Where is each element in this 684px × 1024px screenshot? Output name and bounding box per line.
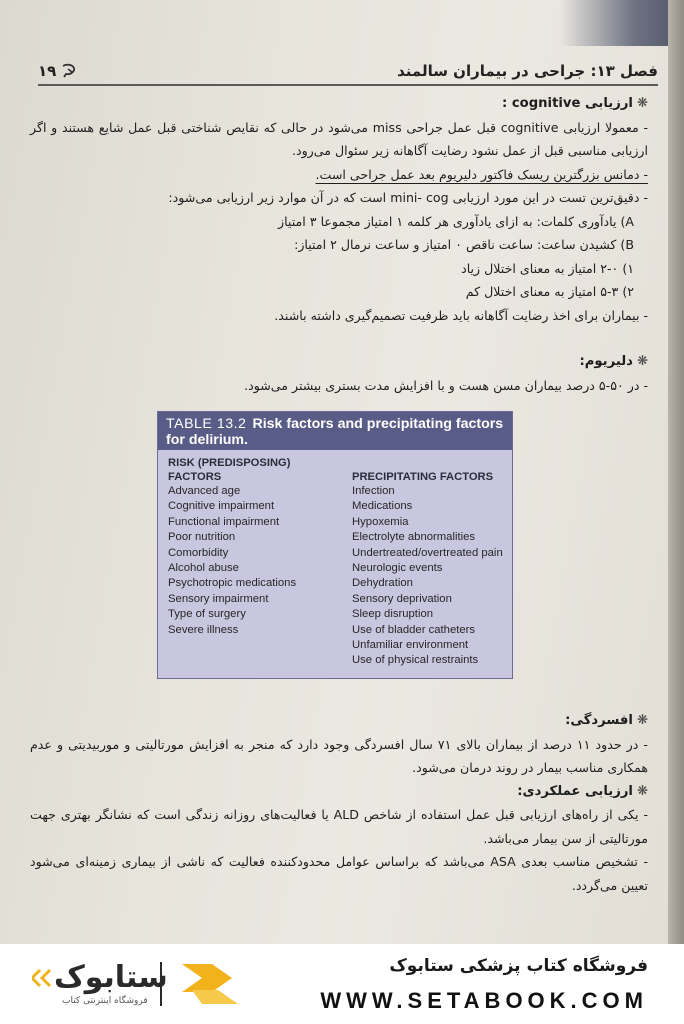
- table-number: TABLE 13.2: [166, 416, 247, 432]
- table-cell: Psychotropic medications: [168, 577, 297, 590]
- chapter-title: فصل ۱۳: جراحی در بیماران سالمند: [397, 62, 658, 80]
- table-cell: Alcohol abuse: [168, 562, 239, 575]
- watermark-footer: [0, 944, 684, 1024]
- table-cell: Use of bladder catheters: [352, 623, 476, 636]
- table-cell: Functional impairment: [168, 515, 280, 528]
- section-heading-cognitive: ❋ارزیابی cognitive :: [501, 96, 648, 111]
- column-header-precipitating: PRECIPITATING FACTORS: [352, 471, 494, 483]
- table-cell: Type of surgery: [168, 608, 246, 621]
- spacer: [30, 327, 648, 350]
- shop-url-link[interactable]: WWW.SETABOOK.COM: [320, 988, 648, 1013]
- page-body: [30, 92, 648, 897]
- precipitating-factors-column: [352, 456, 512, 669]
- delirium-table: [157, 411, 513, 679]
- logo-brand-text: ستابوک: [54, 960, 168, 995]
- bullet-star-icon: ❋: [636, 96, 648, 111]
- spacer: [30, 679, 648, 709]
- risk-factors-column: [168, 456, 338, 638]
- table-cell: Unfamiliar environment: [352, 639, 469, 652]
- list-item-a: A) یادآوری کلمات: به ازای یادآوری هر کلمه ۱ امتیاز مجموعا ۳ امتیاز: [278, 213, 634, 229]
- sub-item-1: ۱) ۲-۰ امتیاز به معنای اختلال زیاد: [461, 260, 634, 276]
- paragraph: - یکی از راه‌های ارزیابی قبل عمل استفاده از شاخص ALD یا فعالیت‌های روزانه زندگی است که نشانگر بهتری جهت مورتالیتی از سن بیمار می‌باشد.: [30, 807, 648, 846]
- page-header: [38, 52, 658, 86]
- column-header-risk: RISK (PREDISPOSING) FACTORS: [168, 457, 291, 483]
- paragraph: - در ۵۰-۵ درصد بیماران مسن هست و با افزایش مدت بستری بیشتر می‌شود.: [244, 377, 648, 393]
- bullet-star-icon: ❋: [636, 713, 648, 728]
- paragraph: - بیماران برای اخذ رضایت آگاهانه باید ظرفیت تصمیم‌گیری داشته باشند.: [274, 307, 648, 323]
- table-cell: Poor nutrition: [168, 531, 236, 544]
- table-cell: Undertreated/overtreated pain: [352, 546, 503, 559]
- table-cell: Infection: [352, 485, 395, 497]
- list-item-b: B) کشیدن ساعت: ساعت ناقص ۰ امتیاز و ساعت نرمال ۲ امتیاز:: [294, 237, 634, 252]
- section-heading-functional: ❋ارزیابی عملکردی:: [517, 783, 648, 799]
- table-cell: Sensory impairment: [168, 592, 269, 605]
- setabook-logo[interactable]: [32, 960, 268, 1010]
- table-cell: Sensory deprivation: [352, 592, 452, 605]
- paragraph: - دقیق‌ترین تست در این مورد ارزیابی mini- cog است که در آن موارد زیر ارزیابی می‌شود:: [168, 190, 648, 205]
- section-heading-delirium: ❋دلیریوم:: [579, 354, 648, 369]
- bullet-star-icon: ❋: [636, 354, 648, 369]
- paragraph: - معمولا ارزیابی cognitive قبل عمل جراحی miss می‌شود در حالی که نقایص شناختی قبل عمل شایع هستند و اگر ارزیابی مناسبی قبل از عمل نشود رضایت آگاهانه زیر سئوال می‌رود.: [30, 119, 648, 158]
- paragraph-underlined: - دمانس بزرگترین ریسک فاکتور دلیریوم بعد عمل جراحی است.: [315, 166, 648, 182]
- table-cell: Advanced age: [168, 485, 241, 497]
- table-cell: Medications: [352, 500, 413, 513]
- sub-item-2: ۲) ۵-۳ امتیاز به معنای اختلال کم: [465, 284, 634, 299]
- table-cell: Sleep disruption: [352, 608, 434, 621]
- table-cell: Cognitive impairment: [168, 500, 275, 513]
- table-cell: Neurologic events: [352, 562, 443, 575]
- table-cell: Severe illness: [168, 623, 239, 636]
- table-cell: Electrolyte abnormalities: [352, 531, 476, 544]
- header-divider: [38, 84, 658, 86]
- precipitating-factors-list: [352, 484, 512, 669]
- section-heading-depression: ❋افسردگی:: [565, 713, 648, 728]
- table-cell: Dehydration: [352, 577, 413, 590]
- page-corner-shadow: [560, 0, 684, 46]
- chapter-ornament-icon: [60, 62, 78, 80]
- adjacent-page-edge: [668, 0, 684, 944]
- page-number: ۱۹: [38, 62, 57, 80]
- shop-name: فروشگاه کتاب پزشکی ستابوک: [389, 956, 648, 976]
- table-body: [157, 411, 513, 679]
- paragraph: - در حدود ۱۱ درصد از بیماران بالای ۷۱ سال افسردگی وجود دارد که منجر به افزایش مورتالیتی و موربیدیتی و عدم همکاری مناسب بیمار در روند درمان می‌شود.: [30, 736, 648, 775]
- logo-tagline: فروشگاه اینترنتی کتاب: [62, 996, 148, 1006]
- risk-factors-list: [168, 484, 338, 638]
- table-title-bar: [158, 412, 512, 450]
- table-cell: Use of physical restraints: [352, 654, 479, 667]
- paragraph: - تشخیص مناسب بعدی ASA می‌باشد که براساس عوامل محدودکننده فعالیت که ناشی از بیماری زمینه‌ای می‌شود تعیین می‌گردد.: [30, 854, 648, 893]
- bullet-star-icon: ❋: [636, 783, 648, 799]
- table-title: Risk factors and precipitating factors for delirium.: [166, 416, 504, 448]
- table-cell: Comorbidity: [168, 546, 229, 559]
- table-cell: Hypoxemia: [352, 515, 409, 528]
